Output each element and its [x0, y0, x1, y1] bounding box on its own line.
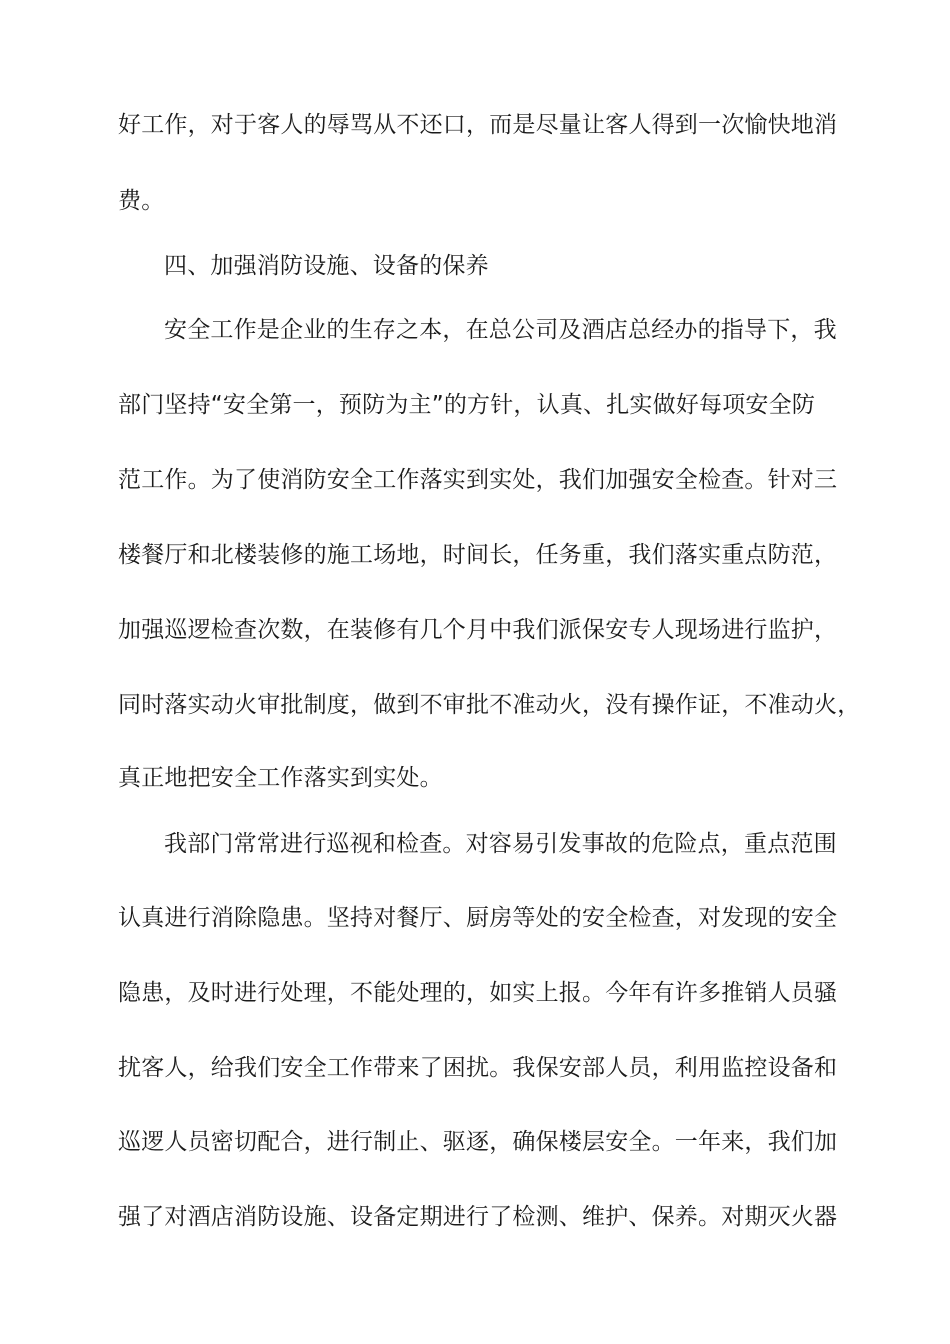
text-line: 费。 — [118, 188, 165, 214]
text-line: 真正地把安全工作落实到实处。 — [118, 765, 443, 791]
text-line: 部门坚持“安全第一，预防为主”的方针，认真、扎实做好每项安全防 — [118, 392, 816, 418]
text-line: 认真进行消除隐患。坚持对餐厅、厨房等处的安全检查，对发现的安全 — [118, 905, 838, 931]
text-line: 巡逻人员密切配合，进行制止、驱逐，确保楼层安全。一年来，我们加 — [118, 1129, 838, 1155]
text-line: 扰客人，给我们安全工作带来了困扰。我保安部人员，利用监控设备和 — [118, 1055, 838, 1081]
text-line: 楼餐厅和北楼装修的施工场地，时间长，任务重，我们落实重点防范， — [118, 542, 838, 568]
text-line: 范工作。为了使消防安全工作落实到实处，我们加强安全检查。针对三 — [118, 467, 838, 493]
paragraph-first-line: 我部门常常进行巡视和检查。对容易引发事故的危险点，重点范围 — [164, 831, 837, 857]
text-line: 隐患，及时进行处理，不能处理的，如实上报。今年有许多推销人员骚 — [118, 980, 838, 1006]
text-line: 加强巡逻检查次数，在装修有几个月中我们派保安专人现场进行监护， — [118, 617, 838, 643]
text-line: 同时落实动火审批制度，做到不审批不准动火，没有操作证，不准动火， — [118, 692, 861, 718]
section-heading: 四、加强消防设施、设备的保养 — [164, 253, 489, 279]
text-line: 强了对酒店消防设施、设备定期进行了检测、维护、保养。对期灭火器 — [118, 1204, 838, 1230]
paragraph-first-line: 安全工作是企业的生存之本，在总公司及酒店总经办的指导下，我 — [164, 317, 837, 343]
text-line: 好工作，对于客人的辱骂从不还口，而是尽量让客人得到一次愉快地消 — [118, 112, 838, 138]
